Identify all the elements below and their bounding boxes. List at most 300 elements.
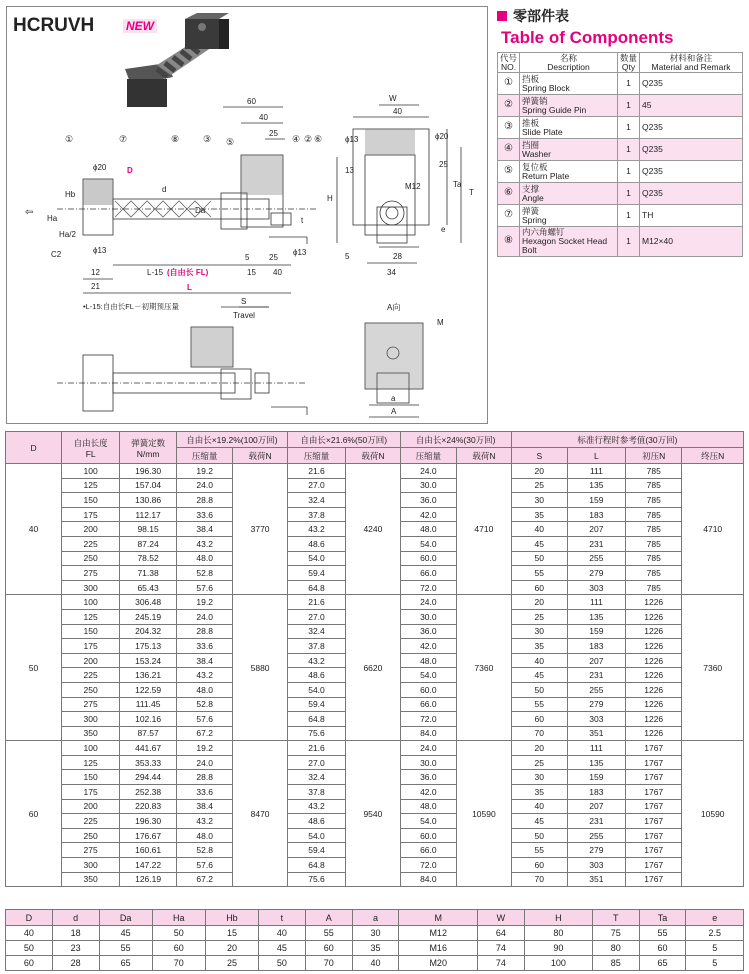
spec-rate: 294.44 [120,770,177,785]
dimension-table [5,909,744,971]
spec-row [6,595,744,610]
spec-FL: 175 [62,785,120,800]
spec-init: 785 [625,580,681,595]
spec-FL: 275 [62,843,120,858]
spec-L: 351 [567,872,625,887]
spec-init: 1767 [625,872,681,887]
spec-comp3: 48.0 [400,522,456,537]
spec-comp1: 67.2 [176,726,232,741]
spec-comp3: 54.0 [400,814,456,829]
spec-rate: 65.43 [120,580,177,595]
spec-FL: 125 [62,478,120,493]
component-row [498,183,743,205]
component-name-cn: 内六角螺钉 [522,227,565,237]
spec-comp1: 57.6 [176,712,232,727]
dim-cell: 85 [592,956,639,971]
spec-L: 159 [567,493,625,508]
spec-rate: 306.48 [120,595,177,610]
dim-phi13b: ϕ13 [93,246,107,255]
spec-comp2: 75.6 [287,872,345,887]
col-mat-en: Material and Remark [651,61,731,72]
dim-5b: 5 [345,252,350,261]
callout-3: ③ [203,134,212,144]
dim-cell: 45 [99,926,152,941]
new-badge: NEW [123,19,157,33]
spec-S: 30 [511,493,567,508]
spec-L: 351 [567,726,625,741]
component-name [520,205,618,227]
component-qty: 1 [618,161,640,183]
dim-a: a [391,394,396,403]
component-name [520,95,618,117]
spec-FL: 350 [62,872,120,887]
spec-rate: 78.52 [120,551,177,566]
component-qty: 1 [618,227,640,257]
spec-S: 35 [511,507,567,522]
spec-L: 255 [567,682,625,697]
dim-cell: 20 [205,941,258,956]
dim-col-header: W [478,910,525,926]
spec-FL: 300 [62,858,120,873]
dim-cell: 55 [99,941,152,956]
dim-cell: 60 [152,941,205,956]
spec-comp1: 19.2 [176,741,232,756]
spec-comp2: 43.2 [287,522,345,537]
spec-comp3: 42.0 [400,507,456,522]
spec-comp1: 67.2 [176,872,232,887]
spec-comp2: 32.4 [287,624,345,639]
spec-comp2: 21.6 [287,741,345,756]
spec-comp1: 48.0 [176,551,232,566]
spec-rate: 252.38 [120,785,177,800]
col-qty-cn: 数量 [620,53,638,63]
dim-A-view: A向 [387,303,401,312]
component-qty: 1 [618,117,640,139]
spec-comp3: 84.0 [400,726,456,741]
component-row [498,95,743,117]
component-material: Q235 [640,161,743,183]
product-title: HCRUVH [13,15,95,36]
dim-cell: 74 [478,941,525,956]
spec-load1: 8470 [233,741,288,887]
component-row [498,73,743,95]
spec-FL: 250 [62,828,120,843]
component-no: ⑧ [498,227,520,257]
dim-d: d [162,185,167,194]
spec-comp2: 32.4 [287,770,345,785]
dim-row [6,926,744,941]
spec-D: 40 [6,464,62,595]
spec-L: 255 [567,828,625,843]
dim-25b: 25 [269,253,278,262]
spec-comp3: 30.0 [400,478,456,493]
dim-FL: (自由长 FL) [167,268,209,277]
spec-S: 50 [511,682,567,697]
dim-cell: M12 [399,926,478,941]
spec-comp2: 64.8 [287,580,345,595]
component-name-cn: 复位板 [522,161,548,172]
spec-rate: 157.04 [120,478,177,493]
drawing-panel [6,6,488,424]
spec-comp3: 42.0 [400,639,456,654]
spec-L: 279 [567,697,625,712]
spec-rate: 196.30 [120,814,177,829]
spec-init: 1226 [625,726,681,741]
dim-phi13c: ϕ13 [293,248,307,257]
spec-L: 255 [567,551,625,566]
dim-phi20a: ϕ20 [435,132,449,141]
spec-comp2: 27.0 [287,478,345,493]
spec-rate: 87.57 [120,726,177,741]
dim-M: M [437,318,444,327]
dim-34: 34 [387,268,396,277]
spec-comp3: 66.0 [400,697,456,712]
dim-D: D [127,166,133,175]
spec-S: 60 [511,580,567,595]
dim-21: 21 [91,282,100,291]
dim-cell: 55 [639,926,686,941]
spec-init: 1767 [625,741,681,756]
spec-comp3: 72.0 [400,858,456,873]
spec-comp3: 72.0 [400,580,456,595]
dim-T: T [469,188,474,197]
spec-comp3: 24.0 [400,464,456,479]
component-name-cn: 挡板 [522,73,540,84]
spec-S: 20 [511,595,567,610]
dim-phi20b: ϕ20 [93,163,107,172]
spec-comp2: 43.2 [287,799,345,814]
spec-rate: 441.67 [120,741,177,756]
dim-cell: 60 [305,941,352,956]
dim-e: e [441,225,446,234]
spec-S: 45 [511,536,567,551]
spec-group-3: 自由长×24%(30万回) [400,432,511,448]
dim-col-header: d [52,910,99,926]
spec-FL: 250 [62,551,120,566]
spec-comp3: 36.0 [400,493,456,508]
product-image [125,13,229,107]
spec-rate: 353.33 [120,755,177,770]
spec-comp1: 57.6 [176,580,232,595]
spec-comp1: 52.8 [176,697,232,712]
spec-L: 159 [567,770,625,785]
component-material: TH [640,205,743,227]
spec-S: 20 [511,741,567,756]
spec-comp1: 19.2 [176,464,232,479]
callout-6: ⑥ [314,134,323,144]
spec-S: 60 [511,712,567,727]
spec-S: 45 [511,668,567,683]
dim-cell: 90 [524,941,592,956]
dim-cell: 50 [259,956,306,971]
spec-col-S: S [511,448,567,464]
dim-cell: 50 [152,926,205,941]
spec-rate: 147.22 [120,858,177,873]
drawing-note: •L-15:自由长FL－初期预压量 [83,302,179,311]
component-material: Q235 [640,139,743,161]
spec-comp1: 57.6 [176,858,232,873]
spec-col-init: 初压N [625,448,681,464]
spec-L: 279 [567,843,625,858]
dim-cell: 70 [305,956,352,971]
spec-load2: 4240 [346,464,401,595]
spec-comp1: 52.8 [176,566,232,581]
col-no-en: NO. [500,61,517,72]
spec-S: 70 [511,872,567,887]
dim-cell: 5 [686,956,744,971]
dim-cell: 35 [352,941,399,956]
spec-col-load3: 载荷N [457,448,512,464]
dim-col-header: Hb [205,910,258,926]
spec-init: 1226 [625,595,681,610]
component-row [498,161,743,183]
spec-init: 1226 [625,639,681,654]
spec-FL: 100 [62,464,120,479]
spec-comp1: 33.6 [176,785,232,800]
spec-init: 1767 [625,770,681,785]
dim-cell: 5 [686,941,744,956]
spec-table [5,431,744,887]
spec-rate: 111.45 [120,697,177,712]
callout-4: ④ [292,134,301,144]
spec-comp2: 48.6 [287,668,345,683]
spec-comp3: 48.0 [400,799,456,814]
spec-S: 50 [511,828,567,843]
spec-comp1: 24.0 [176,755,232,770]
spec-comp3: 24.0 [400,595,456,610]
spec-FL: 200 [62,653,120,668]
spec-FL: 225 [62,536,120,551]
col-name-en: Description [547,61,590,72]
spec-rate: 220.83 [120,799,177,814]
component-name-cn: 支撑 [522,183,540,194]
spec-comp3: 30.0 [400,609,456,624]
component-name-en: Spring Block [522,82,570,93]
spec-comp3: 60.0 [400,828,456,843]
spec-final: 7360 [682,595,744,741]
spec-L: 303 [567,712,625,727]
spec-final: 4710 [682,464,744,595]
dim-cell: 64 [478,926,525,941]
component-name-en: Slide Plate [522,126,563,137]
component-qty: 1 [618,73,640,95]
dim-cell: 70 [152,956,205,971]
callout-5: ⑤ [226,137,235,147]
spec-comp1: 24.0 [176,478,232,493]
spec-comp3: 66.0 [400,843,456,858]
callout-2: ② [304,134,313,144]
dim-col-header: Ha [152,910,205,926]
dim-cell: 25 [205,956,258,971]
component-no: ⑤ [498,161,520,183]
spec-init: 1767 [625,799,681,814]
spec-rate: 175.13 [120,639,177,654]
dim-cell: 55 [305,926,352,941]
spec-comp3: 36.0 [400,624,456,639]
spec-S: 30 [511,770,567,785]
spec-FL: 250 [62,682,120,697]
spec-comp2: 75.6 [287,726,345,741]
component-row [498,117,743,139]
col-mat-cn: 材料和备注 [669,53,713,63]
dim-Ha2: Ha/2 [59,230,76,239]
spec-comp3: 24.0 [400,741,456,756]
dim-H: H [327,194,333,203]
spec-S: 25 [511,609,567,624]
spec-FL: 100 [62,595,120,610]
spec-L: 111 [567,464,625,479]
spec-comp3: 30.0 [400,755,456,770]
spec-S: 45 [511,814,567,829]
spec-init: 785 [625,551,681,566]
spec-L: 159 [567,624,625,639]
spec-S: 25 [511,755,567,770]
dim-cell: 40 [352,956,399,971]
dim-60: 60 [247,97,256,106]
dim-cell: 50 [6,941,53,956]
spec-comp3: 60.0 [400,682,456,697]
spec-comp1: 52.8 [176,843,232,858]
dim-5: 5 [245,253,250,262]
component-name-en: Washer [522,148,551,159]
spec-comp1: 38.4 [176,799,232,814]
spec-load2: 6620 [346,595,401,741]
spec-rate: 136.21 [120,668,177,683]
spec-comp1: 24.0 [176,609,232,624]
spec-init: 1226 [625,609,681,624]
spec-comp1: 48.0 [176,828,232,843]
component-qty: 1 [618,205,640,227]
dim-col-header: Da [99,910,152,926]
dim-Hb: Hb [65,190,76,199]
spec-S: 55 [511,697,567,712]
dim-cell: 40 [259,926,306,941]
component-name-en: Return Plate [522,170,570,181]
spec-col-load2: 载荷N [346,448,401,464]
spec-FL: 200 [62,522,120,537]
spec-rate: 153.24 [120,653,177,668]
dim-cell: 18 [52,926,99,941]
spec-FL: 275 [62,566,120,581]
dim-25c: 25 [439,160,448,169]
spec-load3: 10590 [457,741,512,887]
spec-FL: 150 [62,624,120,639]
spec-comp1: 28.8 [176,770,232,785]
spec-row [6,464,744,479]
dim-40c: 40 [393,107,402,116]
spec-L: 135 [567,609,625,624]
dim-L: L [187,283,192,292]
spec-load3: 4710 [457,464,512,595]
spec-init: 1226 [625,668,681,683]
dim-C2: C2 [51,250,62,259]
spec-comp2: 54.0 [287,828,345,843]
spec-rate: 160.61 [120,843,177,858]
spec-S: 40 [511,653,567,668]
dim-13: 13 [345,166,354,175]
component-name-en: Spring [522,214,547,225]
spec-init: 785 [625,464,681,479]
spec-comp2: 59.4 [287,566,345,581]
spec-comp2: 37.8 [287,507,345,522]
spec-comp2: 43.2 [287,653,345,668]
spec-S: 40 [511,522,567,537]
spec-L: 111 [567,741,625,756]
dim-15: 15 [247,268,256,277]
dim-cell: 30 [352,926,399,941]
dim-col-header: M [399,910,478,926]
spec-init: 1226 [625,682,681,697]
spec-comp3: 36.0 [400,770,456,785]
dim-phi13a: ϕ13 [345,135,359,144]
spec-FL: 150 [62,493,120,508]
spec-col-comp3: 压缩量 [400,448,456,464]
component-material: Q235 [640,183,743,205]
component-material: Q235 [640,117,743,139]
spec-init: 1767 [625,755,681,770]
component-no: ⑦ [498,205,520,227]
dim-Ha: Ha [47,214,58,223]
spec-comp1: 28.8 [176,493,232,508]
col-name-cn: 名称 [559,53,577,63]
spec-comp3: 54.0 [400,536,456,551]
spec-comp2: 54.0 [287,551,345,566]
dim-col-header: e [686,910,744,926]
spec-comp1: 43.2 [176,536,232,551]
spec-init: 785 [625,566,681,581]
spec-FL: 200 [62,799,120,814]
component-name [520,139,618,161]
component-name-en: Angle [522,192,544,203]
spec-col-load1: 载荷N [233,448,288,464]
component-no: ④ [498,139,520,161]
callout-7: ⑦ [119,134,128,144]
dim-cell: 65 [99,956,152,971]
dim-40: 40 [259,113,268,122]
component-row [498,227,743,257]
spec-FL: 300 [62,580,120,595]
component-name-cn: 推板 [522,117,540,128]
spec-L: 183 [567,639,625,654]
component-name [520,73,618,95]
spec-comp2: 64.8 [287,858,345,873]
component-row [498,139,743,161]
spec-FL: 125 [62,755,120,770]
component-no: ⑥ [498,183,520,205]
spec-L: 183 [567,507,625,522]
spec-final: 10590 [682,741,744,887]
spec-comp2: 27.0 [287,609,345,624]
dim-S: S [241,297,247,306]
dim-cell: 2.5 [686,926,744,941]
spec-comp2: 54.0 [287,682,345,697]
spec-comp1: 19.2 [176,595,232,610]
dim-M12: M12 [405,182,421,191]
spec-FL: 175 [62,507,120,522]
dim-L15: L-15 [147,268,164,277]
component-qty: 1 [618,95,640,117]
components-heading-en: Table of Components [501,28,674,47]
spec-comp1: 33.6 [176,639,232,654]
spec-init: 785 [625,493,681,508]
dim-cell: 74 [478,956,525,971]
spec-comp1: 38.4 [176,653,232,668]
spec-S: 70 [511,726,567,741]
spec-FL: 175 [62,639,120,654]
spec-L: 207 [567,799,625,814]
spec-comp1: 43.2 [176,668,232,683]
spec-FL: 275 [62,697,120,712]
